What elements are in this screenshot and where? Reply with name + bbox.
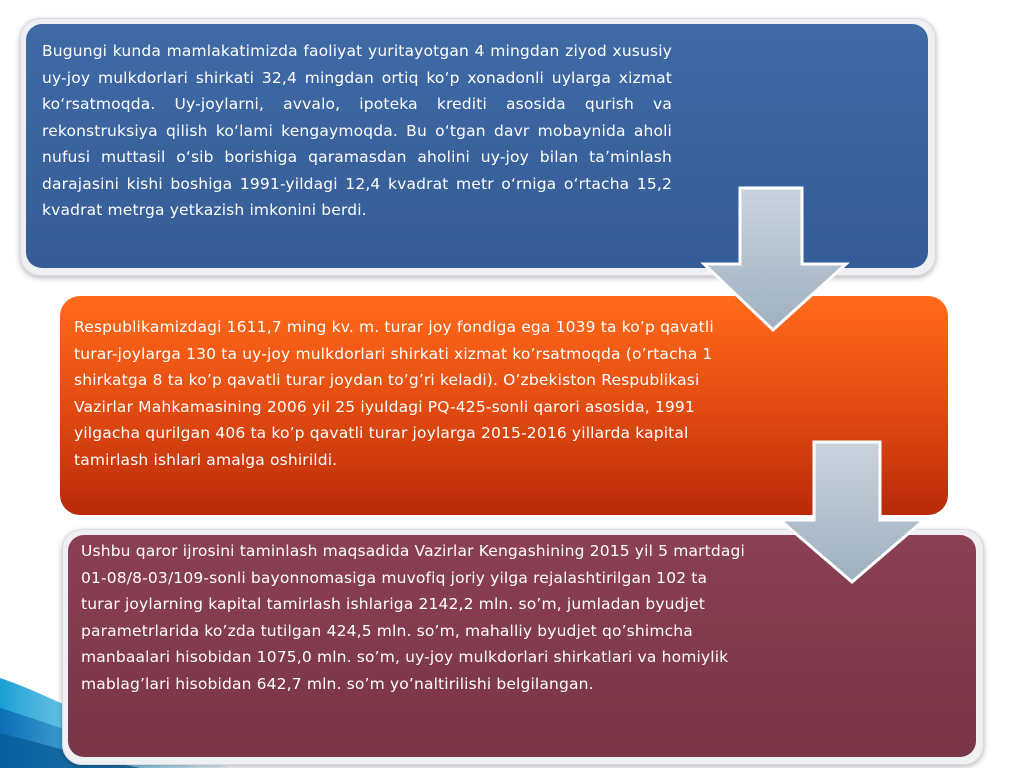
down-arrow-icon bbox=[776, 440, 928, 586]
info-box-2-text: Respublikamizdagi 1611,7 ming kv. m. turar joy fondiga ega 1039 ta ko’p qavatli turar-joylarga 130 ta uy-joy mulkdorlari shirkati xizmat ko’rsatmoqda (o’rtacha 1 shirkatga 8 ta ko’p qavatli turar joydan to’g’ri keladi). O’zbekiston Respublikasi Vazirlar Mahkamasining 2006 yil 25 iyuldagi PQ-425-sonli qarori asosida, 1991 yilgacha qurilgan 406 ta ko’p qavatli turar joylarga 2015-2016 yillarda kapital tamirlash ishlari amalga oshirildi. bbox=[74, 318, 714, 469]
info-box-3-text: Ushbu qaror ijrosini taminlash maqsadida Vazirlar Kengashining 2015 yil 5 martdagi 01-08/8-03/109-sonli bayonnomasiga muvofiq joriy yilga rejalashtirilgan 102 ta turar joylarning kapital tamirlash ishlariga 2142,2 mln. so’m, jumladan byudjet parametrlarida ko’zda tutilgan 424,5 mln. so’m, mahalliy byudjet qo’shimcha manbaalari hisobidan 1075,0 mln. so’m, uy-joy mulkdorlari shirkatlari va homiylik mablag’lari hisobidan 642,7 mln. so’m yo’naltirilishi belgilangan. bbox=[81, 542, 745, 693]
down-arrow-icon bbox=[700, 186, 850, 334]
info-box-1-text: Bugungi kunda mamlakatimizda faoliyat yuritayotgan 4 mingdan ziyod xususiy uy-joy mulkdorlari shirkati 32,4 mingdan ortiq ko‘p xonadonli uylarga xizmat ko‘rsatmoqda. Uy-joylarni, avvalo, ipoteka krediti asosida qurish va rekonstruksiya qilish ko‘lami kengaymoqda. Bu o‘tgan davr mobaynida aholi nufusi muttasil o‘sib borishiga qaramasdan aholini uy-joy bilan ta’minlash darajasini kishi boshiga 1991-yildagi 12,4 kvadrat metr o‘rniga o‘rtacha 15,2 kvadrat metrga yetkazish imkonini berdi. bbox=[42, 42, 672, 219]
